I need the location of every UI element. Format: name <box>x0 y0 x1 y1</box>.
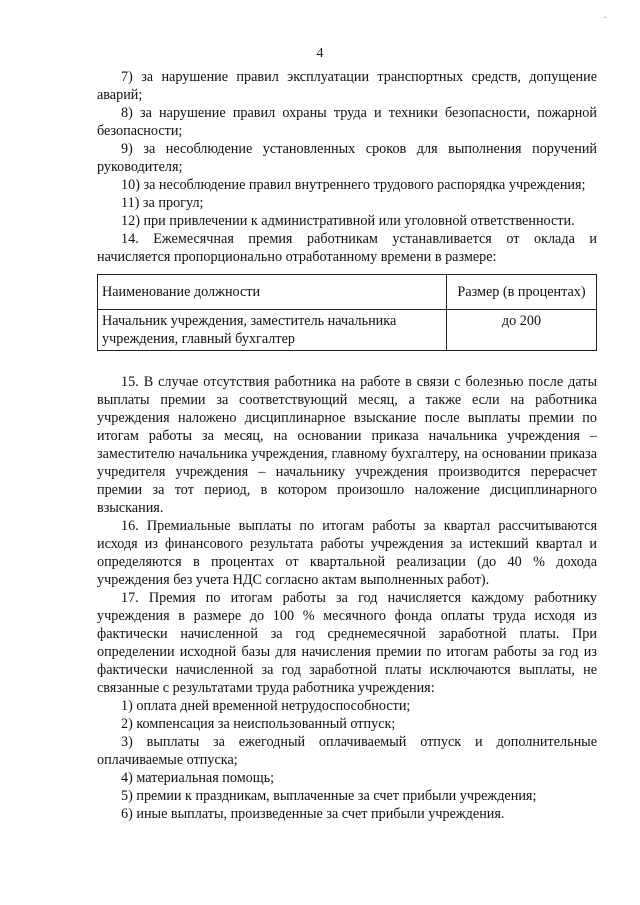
table-cell-position: Начальник учреждения, заместитель начальника учреждения, главный бухгалтер <box>98 310 447 351</box>
paragraph-section-17: 17. Премия по итогам работы за год начисляется каждому работнику учреждения в размере до 100 % месячного фонда оплаты труда исходя из фактически начисленной за год среднемесячной заработной платы. При определении исходной базы для начисления премии по итогам работы за год из фактически начисленной за год заработной платы исключаются выплаты, не связанные с результатами труда работника учреждения: <box>97 590 597 696</box>
column-header-position: Наименование должности <box>98 275 447 310</box>
table-row <box>98 310 597 351</box>
paragraph-item-8: 8) за нарушение правил охраны труда и техники безопасности, пожарной безопасности; <box>97 105 597 139</box>
paragraph-section-14: 14. Ежемесячная премия работникам устанавливается от оклада и начисляется пропорционально отработанному времени в размере: <box>97 231 597 265</box>
list-item-2: 2) компенсация за неиспользованный отпуск; <box>121 716 396 732</box>
list-item-6: 6) иные выплаты, произведенные за счет прибыли учреждения. <box>121 806 505 822</box>
document-body <box>97 68 597 823</box>
corner-mark: . <box>604 10 607 21</box>
page-number: 4 <box>316 46 324 61</box>
bonus-table-wrapper <box>97 274 597 351</box>
list-item-1: 1) оплата дней временной нетрудоспособности; <box>121 698 411 714</box>
list-item-5: 5) премии к праздникам, выплаченные за счет прибыли учреждения; <box>121 788 537 804</box>
spacer <box>97 359 597 373</box>
paragraph-item-11: 11) за прогул; <box>121 195 204 211</box>
bonus-table <box>97 274 597 351</box>
paragraph-item-12: 12) при привлечении к административной или уголовной ответственности. <box>121 213 575 229</box>
column-header-size: Размер (в процентах) <box>447 275 597 310</box>
paragraph-section-15: 15. В случае отсутствия работника на работе в связи с болезнью после даты выплаты премии за соответствующий месяц, а также если на работника учреждения наложено дисциплинарное взыскание после выплаты премии по итогам работы за месяц, на основании приказа начальника учреждения – заместителю начальника учреждения, главному бухгалтеру, на основании приказа учредителя учреждения – начальнику учреждения производится перерасчет премии за тот период, в котором произошло наложение дисциплинарного взыскания. <box>97 374 597 516</box>
list-item-3: 3) выплаты за ежегодный оплачиваемый отпуск и дополнительные оплачиваемые отпуска; <box>97 734 597 768</box>
list-item-4: 4) материальная помощь; <box>121 770 275 786</box>
paragraph-item-9: 9) за несоблюдение установленных сроков для выполнения поручений руководителя; <box>97 141 597 175</box>
table-header-row <box>98 275 597 310</box>
paragraph-item-10: 10) за несоблюдение правил внутреннего трудового распорядка учреждения; <box>121 177 586 193</box>
table-cell-size: до 200 <box>447 310 597 351</box>
paragraph-item-7: 7) за нарушение правил эксплуатации транспортных средств, допущение аварий; <box>97 69 597 103</box>
paragraph-section-16: 16. Премиальные выплаты по итогам работы за квартал рассчитываются исходя из финансового результата работы учреждения за истекший квартал и определяются в процентах от квартальной реализации (до 40 % дохода учреждения без учета НДС согласно актам выполненных работ). <box>97 518 597 588</box>
